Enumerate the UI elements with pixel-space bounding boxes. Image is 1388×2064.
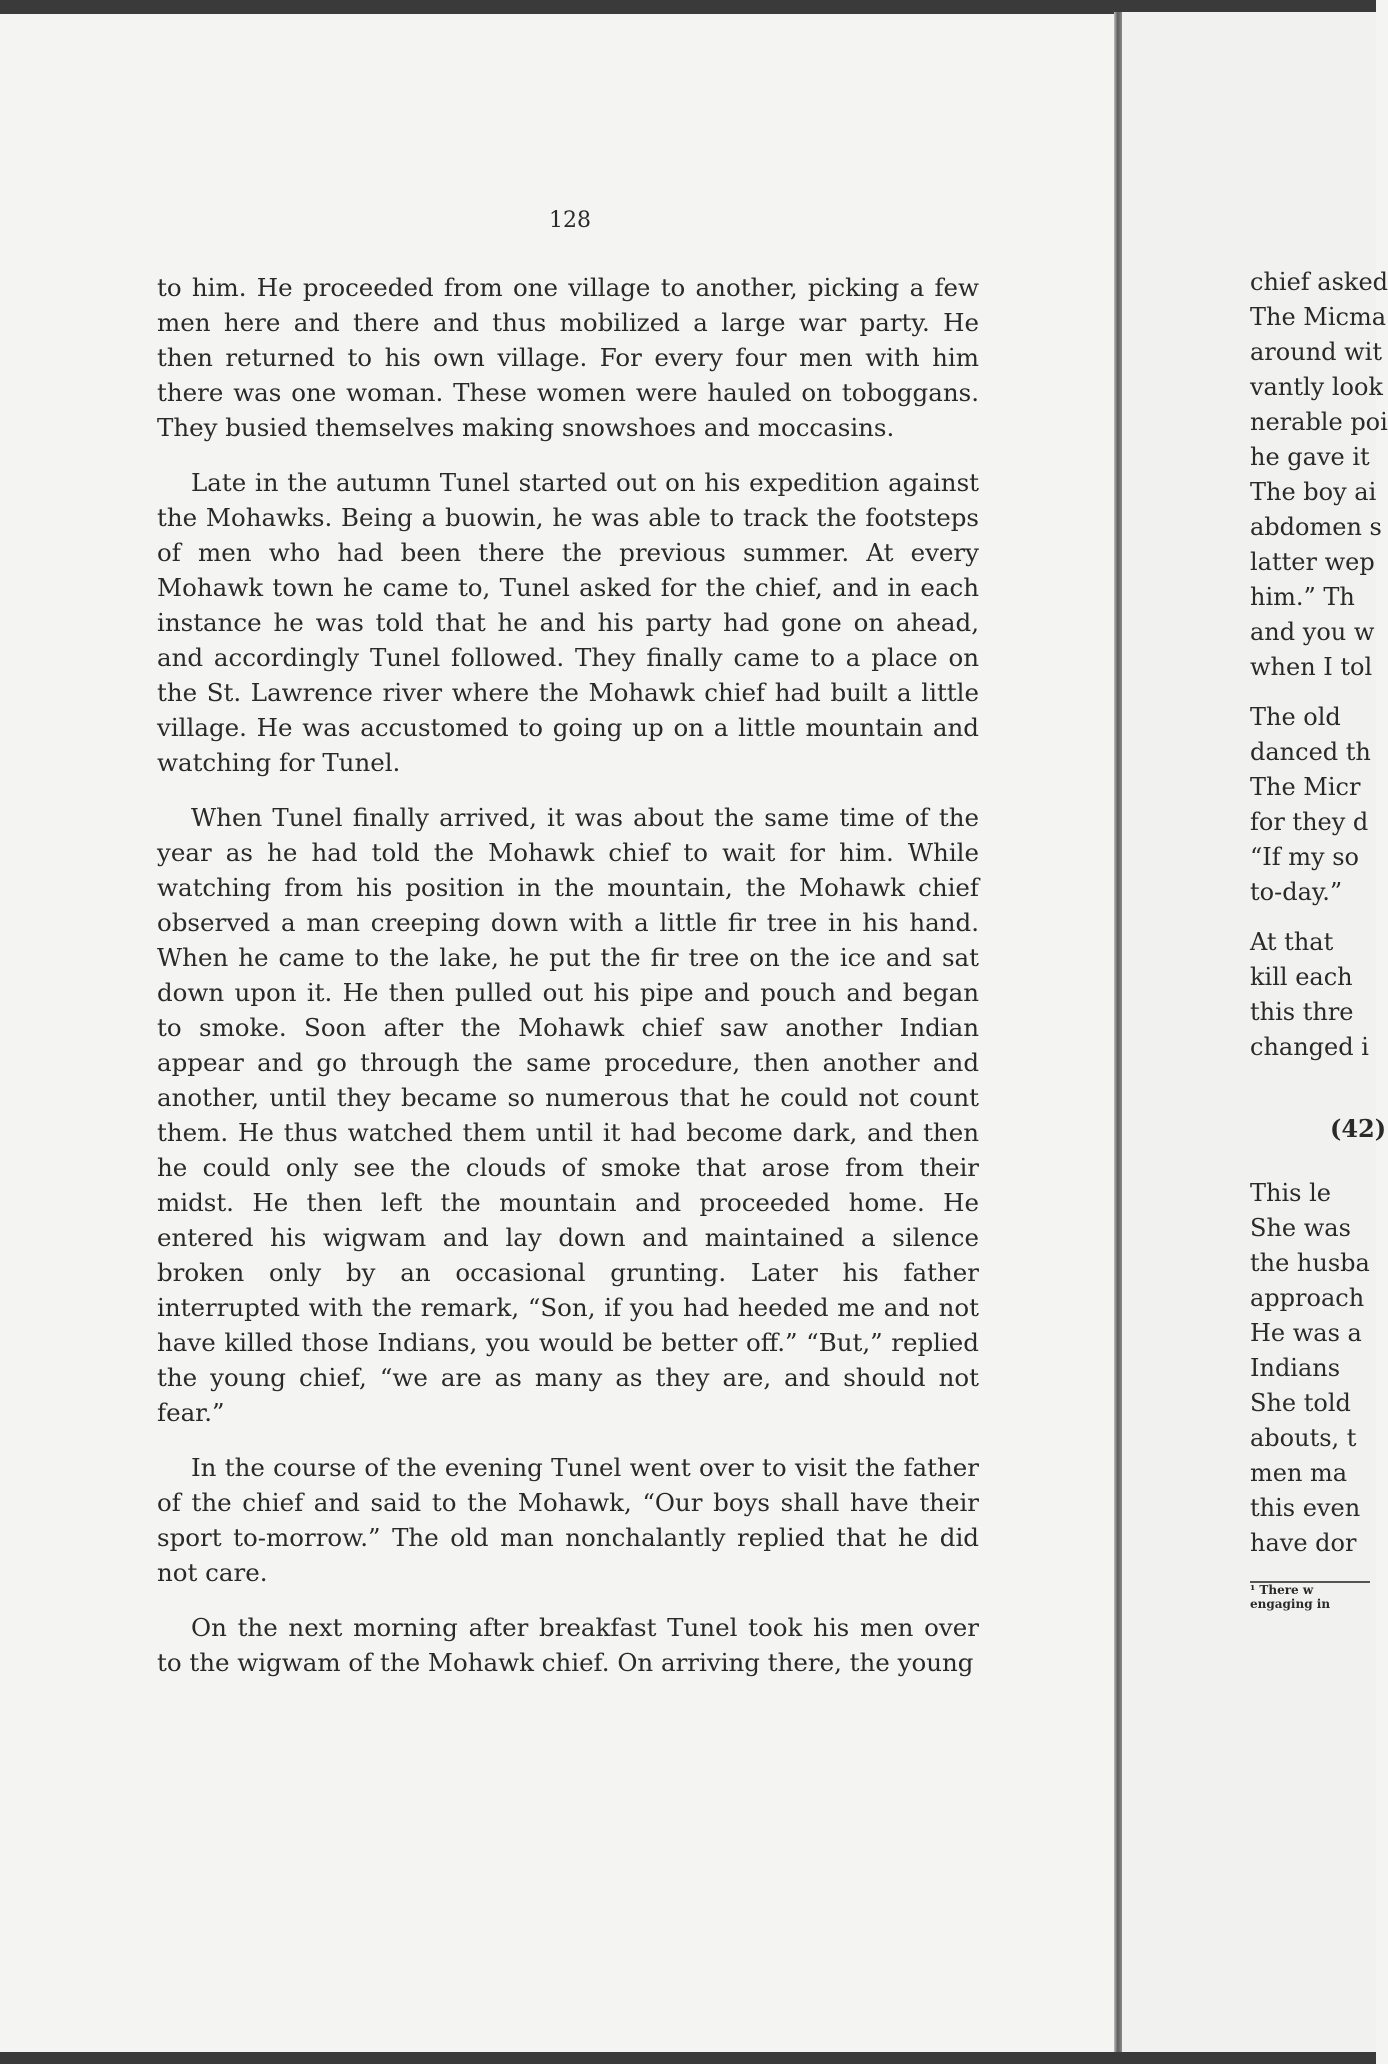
section-heading: (42) bbox=[1330, 1114, 1387, 1143]
scan-bottom-border bbox=[0, 2052, 1376, 2064]
footnote-line: engaging in bbox=[1250, 1597, 1331, 1611]
text-line: The Micr bbox=[1250, 773, 1361, 801]
text-line: for they d bbox=[1250, 808, 1369, 836]
text-line: “If my so bbox=[1250, 843, 1359, 871]
text-line: At that bbox=[1250, 928, 1334, 956]
text-line: approach bbox=[1250, 1284, 1365, 1312]
text-line: to-day.” bbox=[1250, 878, 1343, 906]
text-line: The boy ai bbox=[1250, 478, 1377, 506]
text-line: The Micma bbox=[1250, 303, 1387, 331]
right-page-body bbox=[1250, 265, 1388, 1611]
text-line: this even bbox=[1250, 1494, 1361, 1522]
text-line: He was a bbox=[1250, 1319, 1362, 1347]
text-line: nerable poi bbox=[1250, 408, 1388, 436]
text-line: She was bbox=[1250, 1214, 1351, 1242]
text-line: abouts, t bbox=[1250, 1424, 1357, 1452]
paragraph: When Tunel finally arrived, it was about the same time of the year as he had told the Mohawk chief to wait for him. While watching from his position in the mountain, the Mohawk chief observed a man creeping down with a little fir tree in his hand. When he came to the lake, he put the fir tree on the ice and sat down upon it. He then pulled out his pipe and pouch and began to smoke. Soon after the Mohawk chief saw another Indian appear and go through the same procedure, then another and another, until they became so numerous that he could not count them. He thus watched them until it had become dark, and then he could only see the clouds of smoke that arose from their midst. He then left the mountain and proceeded home. He entered his wigwam and lay down and maintained a silence broken only by an occasional grunting. Later his father interrupted with the remark, “Son, if you had heeded me and not have killed those Indians, you would be better off.” “But,” replied the young chief, “we are as many as they are, and should not fear.” bbox=[157, 803, 979, 1427]
text-line: chief asked bbox=[1250, 268, 1388, 296]
text-line: vantly look bbox=[1250, 373, 1383, 401]
text-line: men ma bbox=[1250, 1459, 1348, 1487]
text-line: abdomen s bbox=[1250, 513, 1382, 541]
text-line: he gave it bbox=[1250, 443, 1370, 471]
text-line: changed i bbox=[1250, 1033, 1369, 1061]
text-line: when I tol bbox=[1250, 653, 1373, 681]
footnote-line: ¹ There w bbox=[1250, 1583, 1314, 1597]
page-number: 128 bbox=[549, 208, 591, 233]
book-gutter bbox=[1114, 12, 1122, 2052]
text-line: The old bbox=[1250, 703, 1341, 731]
text-line: Indians bbox=[1250, 1354, 1341, 1382]
text-line: him.” Th bbox=[1250, 583, 1355, 611]
text-line: and you w bbox=[1250, 618, 1375, 646]
paragraph: On the next morning after breakfast Tunel took his men over to the wigwam of the Mohawk chief. On arriving there, the young bbox=[157, 1613, 979, 1677]
left-page-body bbox=[157, 270, 979, 1680]
text-line: have dor bbox=[1250, 1529, 1357, 1557]
paragraph: to him. He proceeded from one village to another, picking a few men here and there and thus mobilized a large war party. He then returned to his own village. For every four men with him there was one woman. These women were hauled on toboggans. They busied themselves making snowshoes and moccasins. bbox=[157, 273, 979, 442]
text-line: kill each bbox=[1250, 963, 1353, 991]
paragraph: In the course of the evening Tunel went over to visit the father of the chief and said to the Mohawk, “Our boys shall have their sport to-morrow.” The old man nonchalantly replied that he did not care. bbox=[157, 1453, 979, 1587]
text-line: around wit bbox=[1250, 338, 1382, 366]
paragraph: Late in the autumn Tunel started out on his expedition against the Mohawks. Being a buowin, he was able to track the footsteps of men who had been there the previous summer. At every Mohawk town he came to, Tunel asked for the chief, and in each instance he was told that he and his party had gone on ahead, and accordingly Tunel followed. They finally came to a place on the St. Lawrence river where the Mohawk chief had built a little village. He was accustomed to going up on a little mountain and watching for Tunel. bbox=[157, 468, 979, 777]
text-line: the husba bbox=[1250, 1249, 1370, 1277]
text-line: This le bbox=[1250, 1179, 1331, 1207]
text-line: danced th bbox=[1250, 738, 1371, 766]
text-line: latter wep bbox=[1250, 548, 1375, 576]
text-line: this thre bbox=[1250, 998, 1354, 1026]
text-line: She told bbox=[1250, 1389, 1351, 1417]
